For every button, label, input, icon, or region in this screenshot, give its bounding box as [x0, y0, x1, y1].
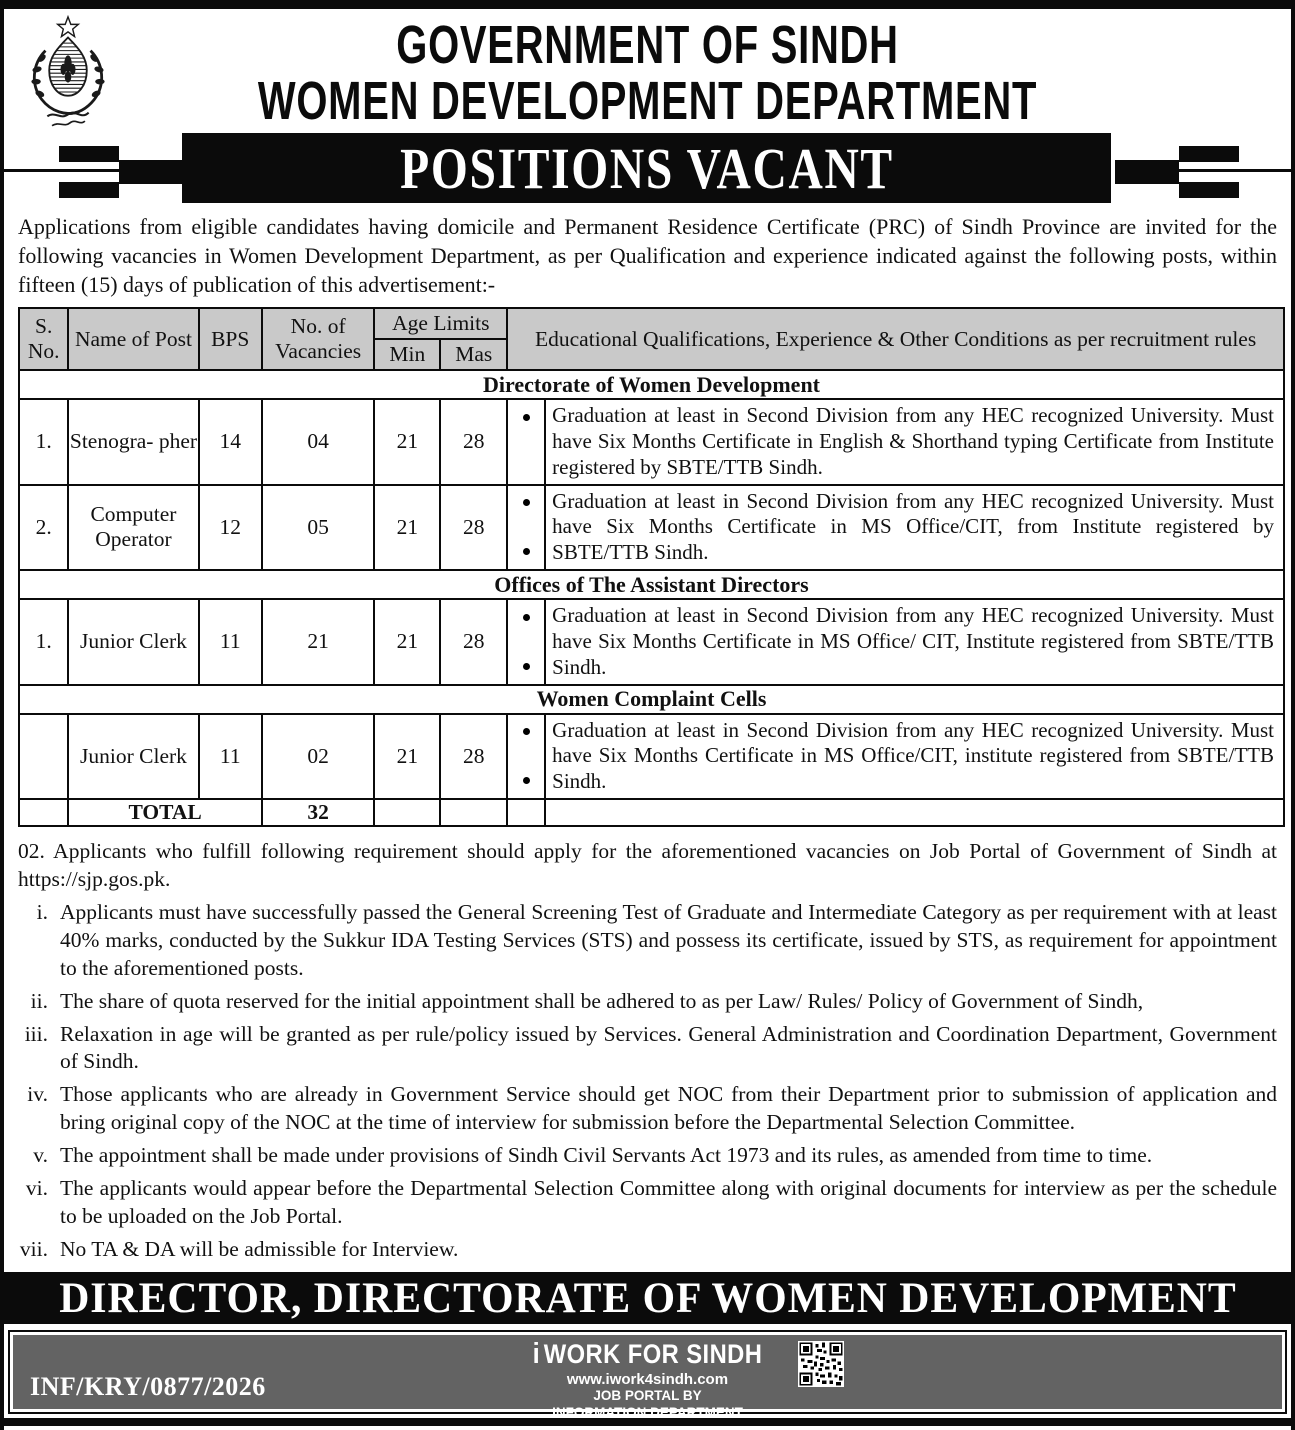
advertisement-ref-number: INF/KRY/0877/2026	[30, 1372, 266, 1402]
right-deco-bar	[1179, 182, 1239, 198]
cell-bps: 11	[199, 599, 262, 684]
cell-qualification: Graduation at least in Second Division from any HEC recognized University. Must have Six Months Certificate in English & Shorthand typing Certificate from Institute registered by SBTE/TTB Sindh.	[545, 399, 1284, 484]
cell-age-min: 21	[374, 399, 440, 484]
list-item	[18, 1142, 1277, 1170]
cell-empty	[545, 799, 1284, 826]
col-header-age-limits: Age Limits	[374, 308, 507, 339]
total-label: TOTAL	[68, 799, 262, 826]
condition-number: iv.	[27, 1082, 48, 1107]
sindh-government-emblem-icon	[20, 15, 116, 137]
cell-age-max: 28	[440, 485, 507, 570]
cell-bullets	[507, 399, 545, 484]
col-header-vacancies: No. of Vacancies	[262, 308, 375, 370]
condition-number: vi.	[25, 1176, 48, 1201]
cell-empty	[507, 799, 545, 826]
cell-sno: 1.	[19, 399, 68, 484]
intro-paragraph: Applications from eligible candidates having domicile and Permanent Residence Certificate (PRC) of Sindh Province are invited for the following vacancies in Women Development Department, as per Qualification and experience indicated against the following posts, within fifteen (15) days of publication of this advertisement:-	[18, 214, 1277, 297]
cell-post: Junior Clerk	[68, 714, 198, 799]
website-url: www.iwork4sindh.com	[566, 1371, 729, 1389]
condition-text: Applicants must have successfully passed the General Screening Test of Graduate and Intermediate Category as per requirement with at least 40% marks, conducted by the Sukkur IDA Testing Services (STS) and possess its certificate, issued by STS, as requirement for appointment to the aforementioned posts.	[60, 899, 1277, 980]
table-row	[19, 399, 1284, 484]
work-for-sindh-logo	[10, 1340, 1285, 1369]
cell-bps: 12	[199, 485, 262, 570]
bullet-icon	[523, 663, 530, 670]
table-row	[19, 599, 1284, 684]
qr-code-icon	[798, 1341, 844, 1387]
section-title: Directorate of Women Development	[19, 370, 1284, 399]
positions-vacant-title: POSITIONS VACANT	[399, 135, 894, 201]
cell-empty	[440, 799, 507, 826]
total-row	[19, 799, 1284, 826]
section-title: Women Complaint Cells	[19, 685, 1284, 714]
col-header-max: Mas	[440, 339, 507, 370]
footer-bar	[8, 1330, 1287, 1420]
right-deco-bar	[1179, 146, 1239, 162]
cell-vacancies: 05	[262, 485, 375, 570]
list-item	[18, 1021, 1277, 1077]
bullet-icon	[523, 614, 530, 621]
cell-vacancies: 04	[262, 399, 375, 484]
cell-bps: 11	[199, 714, 262, 799]
list-item	[18, 1175, 1277, 1231]
section-header-row	[19, 685, 1284, 714]
condition-text: Relaxation in age will be granted as per rule/policy issued by Services. General Administration and Coordination Department, Government of Sindh.	[60, 1021, 1277, 1074]
condition-text: No TA & DA will be admissible for Interview.	[60, 1237, 459, 1262]
condition-number: iii.	[24, 1021, 48, 1046]
table-row	[19, 714, 1284, 799]
cell-post: Computer Operator	[68, 485, 198, 570]
portal-line1: JOB PORTAL BY	[593, 1388, 702, 1404]
cell-vacancies: 21	[262, 599, 375, 684]
list-item	[18, 988, 1277, 1016]
total-value: 32	[262, 799, 375, 826]
cell-qualification: Graduation at least in Second Division from any HEC recognized University. Must have Six Months Certificate in MS Office/ CIT, Institute registered from SBTE/TTB Sindh.	[545, 599, 1284, 684]
col-header-sno: S. No.	[19, 308, 68, 370]
cell-age-max: 28	[440, 599, 507, 684]
bullet-icon	[523, 499, 530, 506]
cell-bullets	[507, 485, 545, 570]
header	[4, 9, 1291, 132]
col-header-min: Min	[374, 339, 440, 370]
positions-vacant-banner	[182, 133, 1111, 203]
left-deco-bar	[59, 182, 119, 198]
vacancies-table	[18, 307, 1285, 827]
work-for-sindh-block	[10, 1340, 1285, 1422]
bullet-icon	[523, 728, 530, 735]
cell-sno: 2.	[19, 485, 68, 570]
apply-note: 02. Applicants who fulfill following requirement should apply for the aforementioned vacancies on Job Portal of Government of Sindh at https://sjp.gos.pk.	[18, 839, 1277, 892]
list-item	[18, 1081, 1277, 1137]
section-title: Offices of The Assistant Directors	[19, 570, 1284, 599]
cell-empty	[19, 799, 68, 826]
gov-title-line2: WOMEN DEVELOPMENT DEPARTMENT	[257, 71, 1038, 132]
cell-age-max: 28	[440, 714, 507, 799]
brand-text: WORK FOR SINDH	[543, 1339, 763, 1370]
col-header-post: Name of Post	[68, 308, 198, 370]
gov-title-line1: GOVERNMENT OF SINDH	[396, 15, 899, 75]
cell-age-min: 21	[374, 599, 440, 684]
section-header-row	[19, 370, 1284, 399]
section-header-row	[19, 570, 1284, 599]
cell-age-min: 21	[374, 485, 440, 570]
left-deco-connector	[119, 160, 183, 184]
cell-bullets	[507, 599, 545, 684]
col-header-bps: BPS	[199, 308, 262, 370]
cell-sno	[19, 714, 68, 799]
cell-qualification: Graduation at least in Second Division from any HEC recognized University. Must have Six Months Certificate in MS Office/CIT, institute registered from SBTE/TTB Sindh.	[545, 714, 1284, 799]
conditions-list	[18, 899, 1277, 1264]
cell-bullets	[507, 714, 545, 799]
cell-post: Stenogra- pher	[68, 399, 198, 484]
condition-number: v.	[33, 1143, 48, 1168]
condition-number: ii.	[30, 988, 48, 1013]
condition-text: The share of quota reserved for the initial appointment shall be adhered to as per Law/ Rules/ Policy of Government of Sindh,	[60, 988, 1144, 1013]
cell-age-max: 28	[440, 399, 507, 484]
right-deco-connector	[1115, 160, 1179, 184]
cell-empty	[374, 799, 440, 826]
cell-post: Junior Clerk	[68, 599, 198, 684]
condition-text: The applicants would appear before the Departmental Selection Committee along with original documents for interview as per the schedule to be uploaded on the Job Portal.	[60, 1176, 1277, 1229]
portal-line2: INFORMATION DEPARTMENT	[552, 1404, 743, 1420]
condition-number: vii.	[19, 1237, 48, 1262]
condition-number: i.	[36, 899, 48, 924]
right-rule-line	[1171, 169, 1291, 172]
bullet-icon	[523, 548, 530, 555]
condition-text: Those applicants who are already in Government Service should get NOC from their Department prior to submission of application and bring original copy of the NOC at the time of interview for submission before the Departmental Selection Committee.	[60, 1082, 1277, 1135]
cell-bps: 14	[199, 399, 262, 484]
table-row	[19, 485, 1284, 570]
director-banner	[4, 1272, 1291, 1324]
cell-sno: 1.	[19, 599, 68, 684]
bullet-icon	[523, 777, 530, 784]
list-item	[18, 1236, 1277, 1264]
i-logo-icon: i	[532, 1338, 541, 1371]
cell-vacancies: 02	[262, 714, 375, 799]
cell-qualification: Graduation at least in Second Division from any HEC recognized University. Must have Six Months Certificate in MS Office/CIT, from Institute registered by SBTE/TTB Sindh.	[545, 485, 1284, 570]
positions-vacant-banner-row	[4, 133, 1291, 203]
left-deco-bar	[59, 146, 119, 162]
director-banner-text: DIRECTOR, DIRECTORATE OF WOMEN DEVELOPMENT	[58, 1274, 1237, 1322]
condition-text: The appointment shall be made under provisions of Sindh Civil Servants Act 1973 and its rules, as amended from time to time.	[60, 1143, 1153, 1168]
left-rule-line	[4, 169, 128, 172]
col-header-qualifications: Educational Qualifications, Experience & Other Conditions as per recruitment rules	[507, 308, 1284, 370]
bullet-icon	[523, 414, 530, 421]
cell-age-min: 21	[374, 714, 440, 799]
list-item	[18, 899, 1277, 983]
